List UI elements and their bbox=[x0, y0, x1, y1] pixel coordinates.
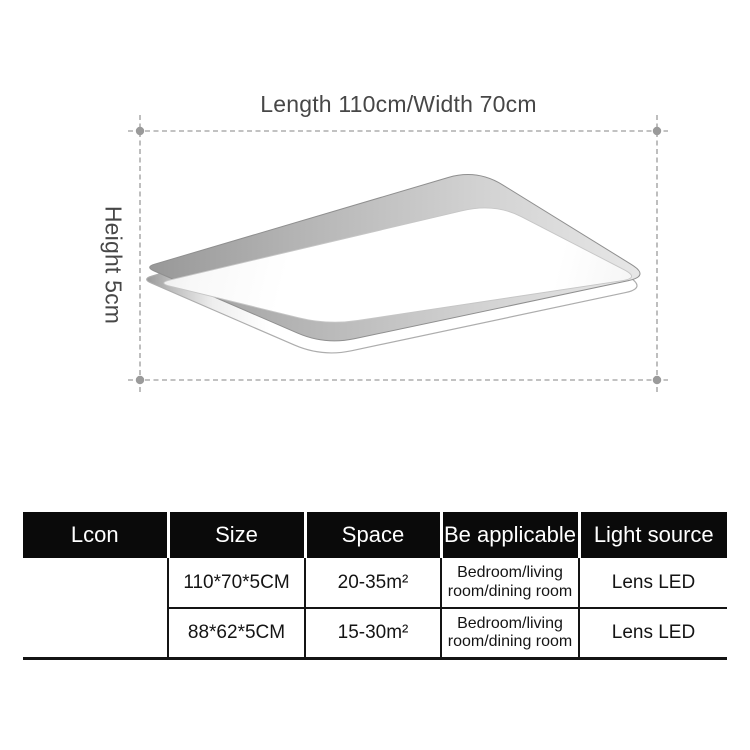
table-row bbox=[23, 558, 727, 608]
corner-marker bbox=[653, 127, 661, 135]
spec-table-header-row bbox=[23, 512, 727, 558]
spec-table bbox=[23, 512, 727, 660]
length-width-label: Length 110cm/Width 70cm bbox=[260, 91, 537, 117]
header-light-source: Light source bbox=[579, 512, 727, 558]
lamp-icon-cell bbox=[23, 558, 168, 659]
height-label: Height 5cm bbox=[100, 205, 127, 325]
applicable-cell: Bedroom/living room/dining room bbox=[441, 558, 579, 608]
header-applicable: Be applicable bbox=[441, 512, 579, 558]
corner-marker bbox=[653, 376, 661, 384]
ceiling-lamp bbox=[147, 175, 640, 353]
light-source-cell: Lens LED bbox=[579, 558, 727, 608]
header-size: Size bbox=[168, 512, 305, 558]
size-cell: 88*62*5CM bbox=[168, 608, 305, 659]
light-source-cell: Lens LED bbox=[579, 608, 727, 659]
corner-marker bbox=[136, 127, 144, 135]
header-space: Space bbox=[305, 512, 441, 558]
space-cell: 20-35m² bbox=[305, 558, 441, 608]
header-icon: Lcon bbox=[23, 512, 168, 558]
corner-marker bbox=[136, 376, 144, 384]
applicable-cell: Bedroom/living room/dining room bbox=[441, 608, 579, 659]
size-cell: 110*70*5CM bbox=[168, 558, 305, 608]
space-cell: 15-30m² bbox=[305, 608, 441, 659]
